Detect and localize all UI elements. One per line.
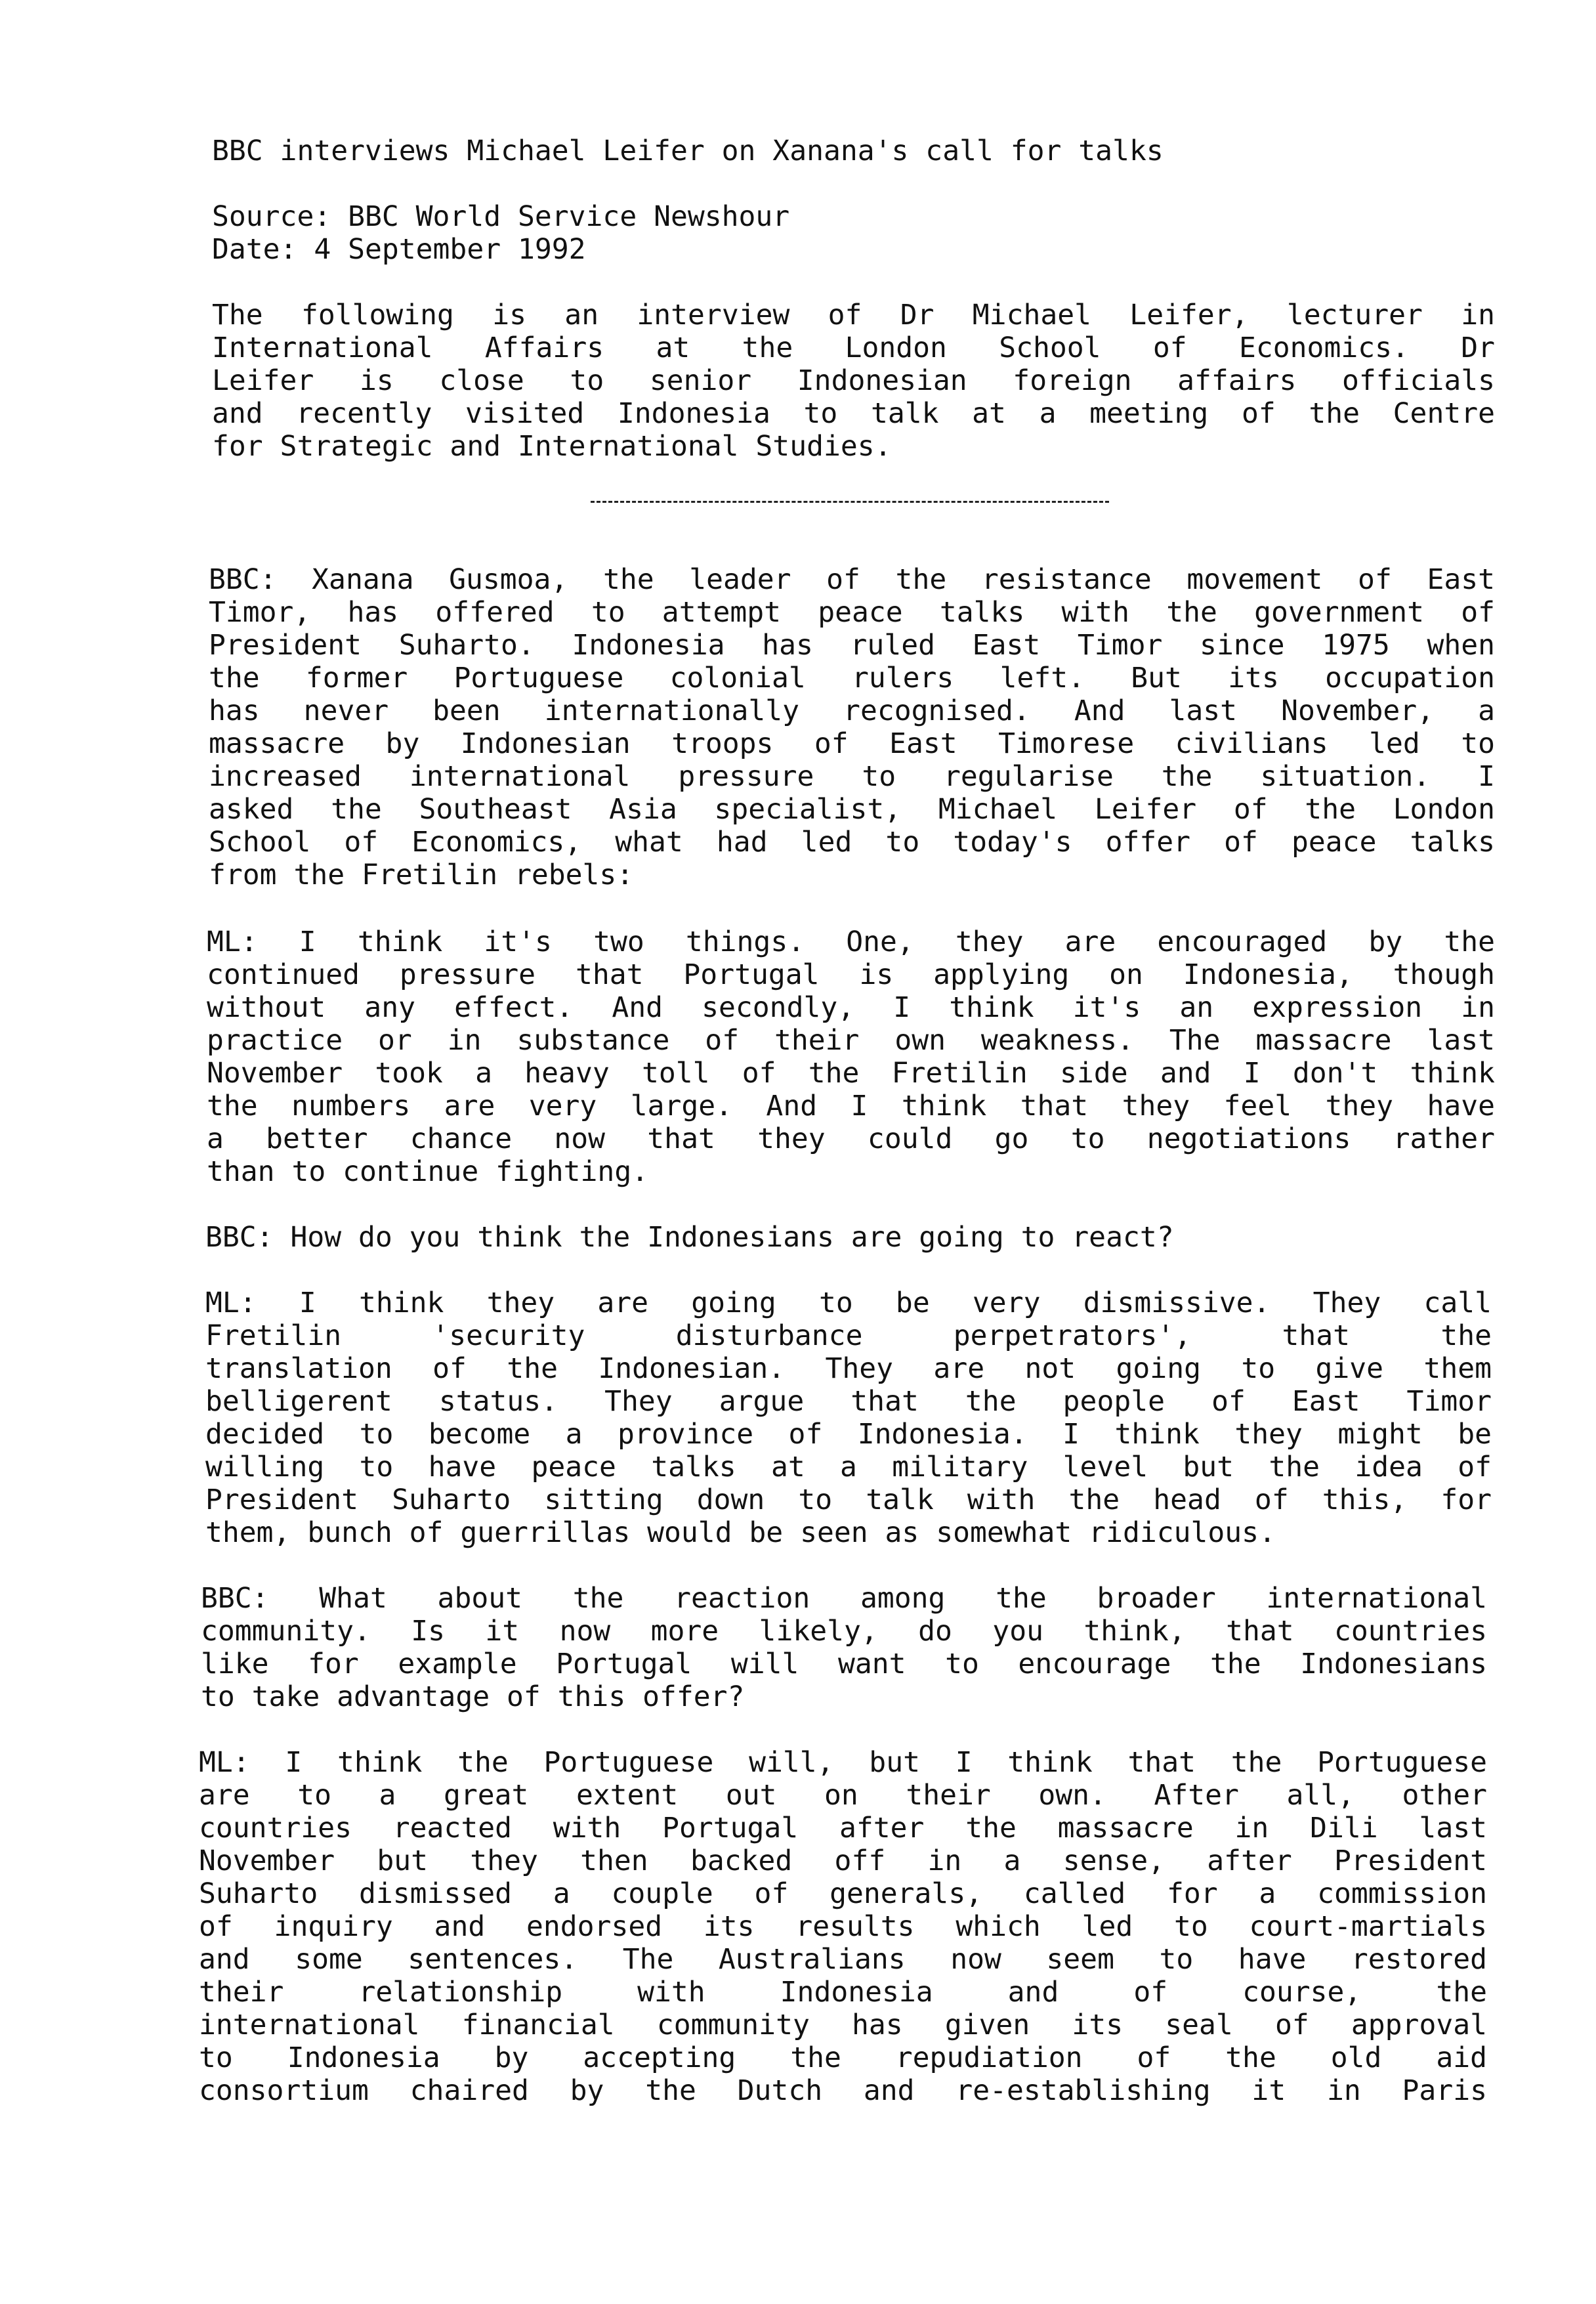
paragraph-line: to take advantage of this offer? <box>201 1680 745 1713</box>
intro-line: and recently visited Indonesia to talk at a meeting of the Centre <box>212 397 1495 430</box>
paragraph-line: continued pressure that Portugal is applying on Indonesia, though <box>207 958 1495 991</box>
paragraph-line: President Suharto sitting down to talk with the head of this, for <box>205 1483 1492 1516</box>
paragraph-line: like for example Portugal will want to encourage the Indonesians <box>201 1648 1487 1680</box>
intro-paragraph <box>212 299 1495 463</box>
document-title <box>212 135 1498 167</box>
paragraph-line: international financial community has given its seal of approval <box>199 2009 1487 2041</box>
paragraph-line: ML: I think they are going to be very dismissive. They call <box>205 1287 1492 1319</box>
paragraph-line: willing to have peace talks at a military level but the idea of <box>205 1451 1492 1483</box>
title-line: BBC interviews Michael Leifer on Xanana's call for talks <box>212 135 1164 167</box>
paragraph-line: BBC: What about the reaction among the broader international <box>201 1582 1487 1615</box>
paragraph-line: increased international pressure to regularise the situation. I <box>209 760 1495 793</box>
paragraph-line: asked the Southeast Asia specialist, Michael Leifer of the London <box>209 793 1495 826</box>
paragraph-line: decided to become a province of Indonesia. I think they might be <box>205 1418 1492 1451</box>
paragraph-ml-2 <box>205 1287 1492 1549</box>
paragraph-ml-1 <box>207 926 1495 1188</box>
source-line: Source: BBC World Service Newshour <box>212 200 790 233</box>
paragraph-line: consortium chaired by the Dutch and re-establishing it in Paris <box>199 2074 1487 2107</box>
paragraph-line: the numbers are very large. And I think that they feel they have <box>207 1090 1495 1122</box>
intro-line: International Affairs at the London School of Economics. Dr <box>212 331 1495 364</box>
paragraph-line: Timor, has offered to attempt peace talks with the government of <box>209 596 1495 629</box>
paragraph-line: countries reacted with Portugal after the massacre in Dili last <box>199 1812 1487 1845</box>
section-divider <box>591 501 1109 503</box>
paragraph-line: of inquiry and endorsed its results which led to court-martials <box>199 1910 1487 1943</box>
paragraph-bbc-1 <box>209 563 1495 891</box>
paragraph-bbc-2 <box>205 1221 1492 1254</box>
paragraph-line: BBC: How do you think the Indonesians are going to react? <box>205 1221 1174 1254</box>
paragraph-line: from the Fretilin rebels: <box>209 859 634 891</box>
paragraph-line: November but they then backed off in a sense, after President <box>199 1845 1487 1877</box>
paragraph-line: are to a great extent out on their own. After all, other <box>199 1779 1487 1812</box>
paragraph-line: massacre by Indonesian troops of East Timorese civilians led to <box>209 727 1495 760</box>
intro-line: The following is an interview of Dr Michael Leifer, lecturer in <box>212 299 1495 331</box>
paragraph-line: President Suharto. Indonesia has ruled East Timor since 1975 when <box>209 629 1495 662</box>
paragraph-line: translation of the Indonesian. They are not going to give them <box>205 1352 1492 1385</box>
paragraph-line: November took a heavy toll of the Fretilin side and I don't think <box>207 1057 1495 1090</box>
paragraph-bbc-3 <box>201 1582 1487 1713</box>
paragraph-line: and some sentences. The Australians now seem to have restored <box>199 1943 1487 1976</box>
date-line: Date: 4 September 1992 <box>212 233 586 266</box>
paragraph-line: belligerent status. They argue that the people of East Timor <box>205 1385 1492 1418</box>
paragraph-line: BBC: Xanana Gusmoa, the leader of the resistance movement of East <box>209 563 1495 596</box>
paragraph-line: them, bunch of guerrillas would be seen as somewhat ridiculous. <box>205 1516 1276 1549</box>
paragraph-line: has never been internationally recognised. And last November, a <box>209 694 1495 727</box>
paragraph-ml-3 <box>199 1746 1487 2107</box>
paragraph-line: than to continue fighting. <box>207 1155 649 1188</box>
intro-line: Leifer is close to senior Indonesian foreign affairs officials <box>212 364 1495 397</box>
intro-line: for Strategic and International Studies. <box>212 430 892 463</box>
paragraph-line: School of Economics, what had led to today's offer of peace talks <box>209 826 1495 859</box>
paragraph-line: ML: I think the Portuguese will, but I think that the Portuguese <box>199 1746 1487 1779</box>
paragraph-line: a better chance now that they could go to negotiations rather <box>207 1122 1495 1155</box>
paragraph-line: Fretilin 'security disturbance perpetrators', that the <box>205 1319 1492 1352</box>
paragraph-line: practice or in substance of their own weakness. The massacre last <box>207 1024 1495 1057</box>
paragraph-line: ML: I think it's two things. One, they are encouraged by the <box>207 926 1495 958</box>
paragraph-line: their relationship with Indonesia and of course, the <box>199 1976 1487 2009</box>
paragraph-line: to Indonesia by accepting the repudiation of the old aid <box>199 2041 1487 2074</box>
source-date-block <box>212 200 1498 266</box>
paragraph-line: without any effect. And secondly, I think it's an expression in <box>207 991 1495 1024</box>
paragraph-line: Suharto dismissed a couple of generals, called for a commission <box>199 1877 1487 1910</box>
paragraph-line: community. Is it now more likely, do you think, that countries <box>201 1615 1487 1648</box>
paragraph-line: the former Portuguese colonial rulers left. But its occupation <box>209 662 1495 694</box>
